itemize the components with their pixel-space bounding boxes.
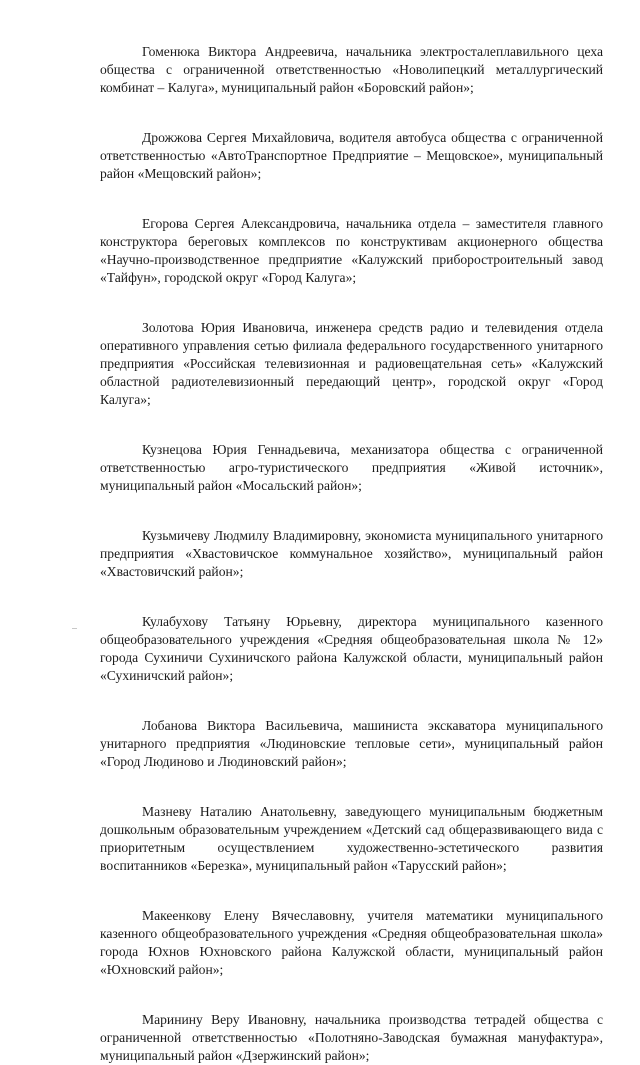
list-item: Егорова Сергея Александровича, начальника отдела – заместителя главного конструктора береговых комплексов по конструктивам акционерного общества «Научно-производственное предприятие «Калужский приборостроительный завод «Тайфун», городской округ «Город Калуга»; — [100, 216, 603, 285]
list-item: Макеенкову Елену Вячеславовну, учителя математики муниципального казенного общеобразовательного учреждения «Средняя общеобразовательная школа» города Юхнов Юхновского района Калужской области, муниципальный район «Юхновский район»; — [100, 908, 603, 977]
list-item: Мазневу Наталию Анатольевну, заведующего муниципальным бюджетным дошкольным образовательным учреждением «Детский сад общеразвивающего вида с приоритетным осуществлением художественно-эстетического развития воспитанников «Березка», муниципальный район «Тарусский район»; — [100, 804, 603, 873]
award-list — [100, 43, 603, 1065]
list-item: Кузьмичеву Людмилу Владимировну, экономиста муниципального унитарного предприятия «Хвастовичское коммунальное хозяйство», муниципальный район «Хвастовичский район»; — [100, 528, 603, 579]
list-item: Золотова Юрия Ивановича, инженера средств радио и телевидения отдела оперативного управления сетью филиала федерального государственного унитарного предприятия «Российская телевизионная и радиовещательная сеть» «Калужский областной радиотелевизионный передающий центр», городской округ «Город Калуга»; — [100, 320, 603, 407]
margin-tick — [72, 628, 77, 629]
list-item: Маринину Веру Ивановну, начальника производства тетрадей общества с ограниченной ответственностью «Полотняно-Заводская бумажная мануфактура», муниципальный район «Дзержинский район»; — [100, 1012, 603, 1063]
list-item: Лобанова Виктора Васильевича, машиниста экскаватора муниципального унитарного предприятия «Людиновские тепловые сети», муниципальный район «Город Людиново и Людиновский район»; — [100, 718, 603, 769]
list-item: Кузнецова Юрия Геннадьевича, механизатора общества с ограниченной ответственностью агро-туристического предприятия «Живой источник», муниципальный район «Мосальский район»; — [100, 442, 603, 493]
list-item: Дрожжова Сергея Михайловича, водителя автобуса общества с ограниченной ответственностью «АвтоТранспортное Предприятие – Мещовское», муниципальный район «Мещовский район»; — [100, 130, 603, 181]
list-item: Гоменюка Виктора Андреевича, начальника электросталеплавильного цеха общества с ограниченной ответственностью «Новолипецкий металлургический комбинат – Калуга», муниципальный район «Боровский район»; — [100, 44, 603, 95]
list-item: Кулабухову Татьяну Юрьевну, директора муниципального казенного общеобразовательного учреждения «Средняя общеобразовательная школа № 12» города Сухиничи Сухиничского района Калужской области, муниципальный район «Сухиничский район»; — [100, 614, 603, 683]
